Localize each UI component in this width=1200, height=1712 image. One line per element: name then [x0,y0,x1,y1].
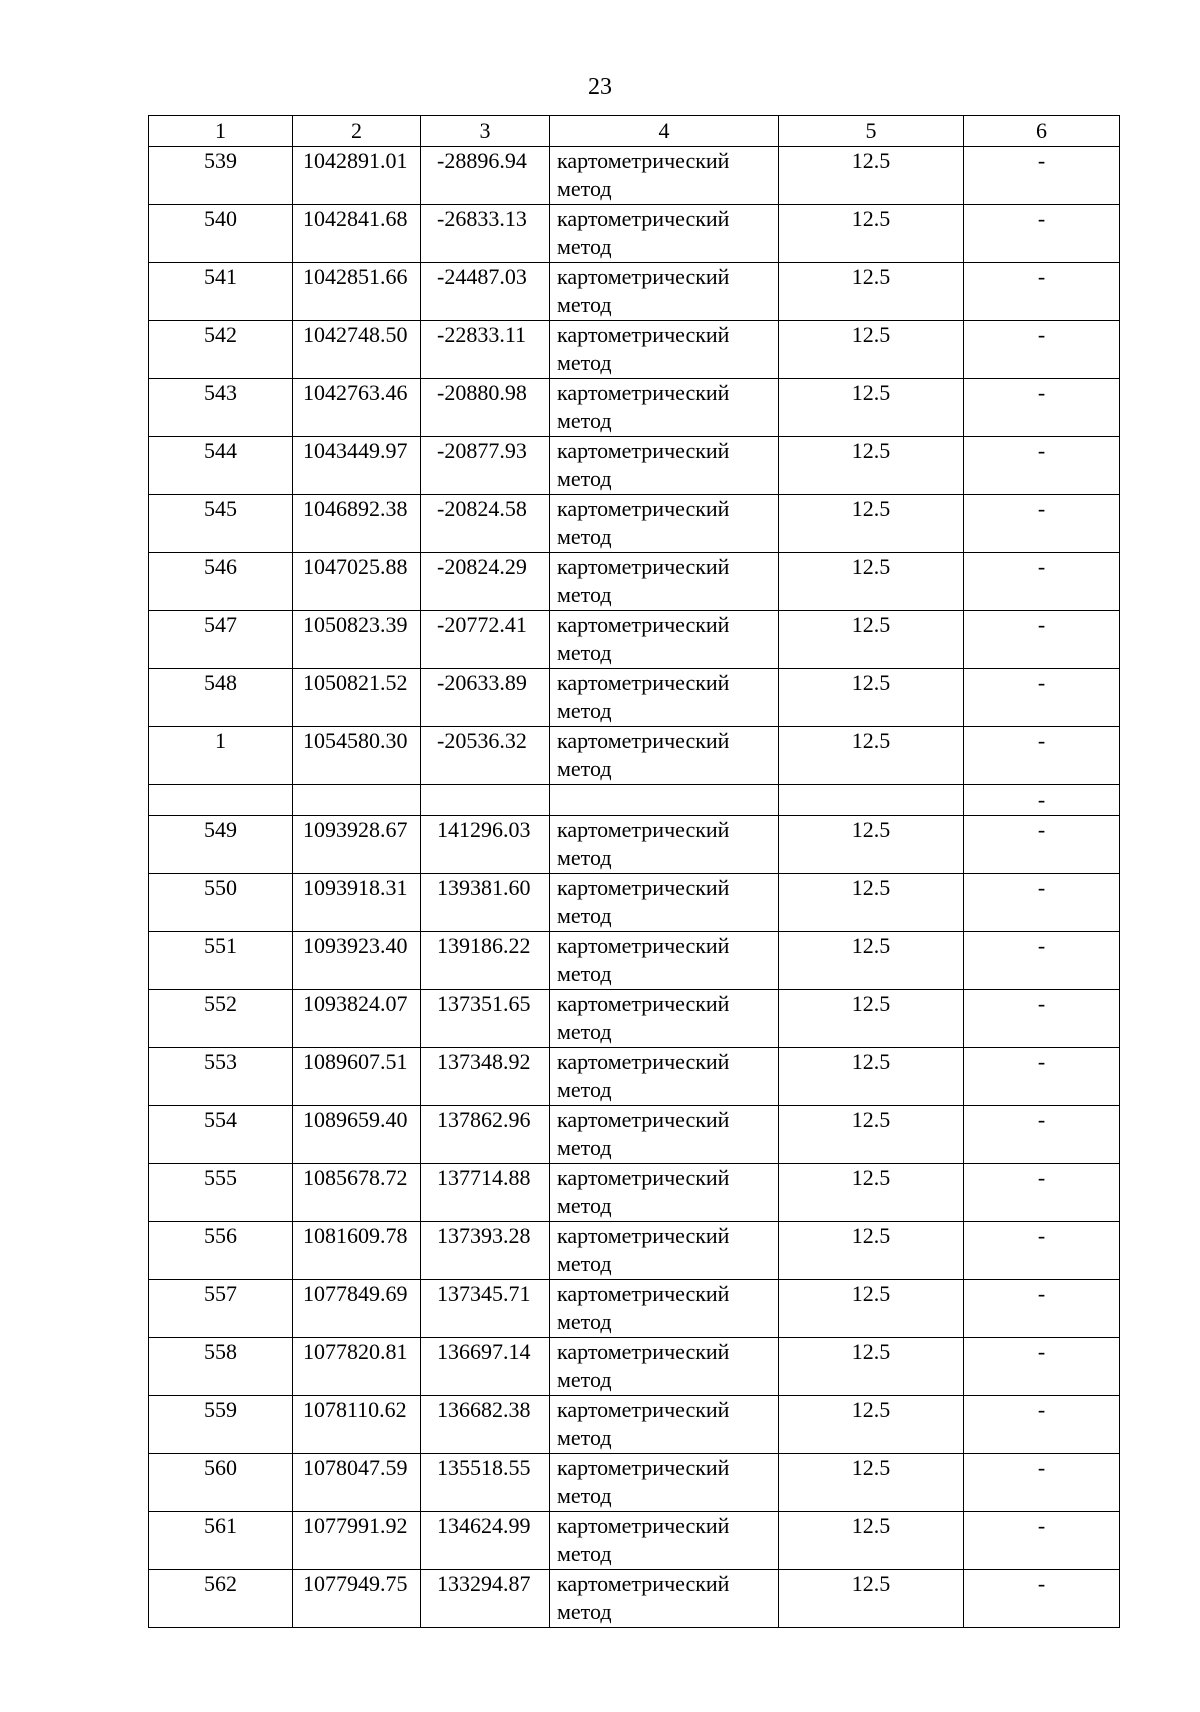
method-cell: картометрический метод [550,263,779,321]
y-coordinate-cell: -20772.41 [421,611,550,669]
y-coordinate-cell: -20880.98 [421,379,550,437]
accuracy-cell: 12.5 [779,990,964,1048]
point-number-cell: 550 [149,874,293,932]
page-number: 23 [588,74,612,100]
x-coordinate-cell: 1050823.39 [293,611,421,669]
point-number-cell: 543 [149,379,293,437]
point-number-cell: 562 [149,1570,293,1628]
accuracy-cell: 12.5 [779,1164,964,1222]
method-cell: картометрический метод [550,669,779,727]
table-row [149,1280,1120,1338]
accuracy-cell: 12.5 [779,874,964,932]
note-cell: - [964,1512,1120,1570]
point-number-cell: 544 [149,437,293,495]
point-number-cell: 539 [149,147,293,205]
accuracy-cell: 12.5 [779,932,964,990]
table-header-row [149,116,1120,147]
method-cell [550,785,779,816]
x-coordinate-cell: 1085678.72 [293,1164,421,1222]
point-number-cell: 552 [149,990,293,1048]
accuracy-cell: 12.5 [779,379,964,437]
table-row [149,1570,1120,1628]
table-row [149,1164,1120,1222]
accuracy-cell: 12.5 [779,1280,964,1338]
note-cell: - [964,553,1120,611]
point-number-cell: 553 [149,1048,293,1106]
accuracy-cell: 12.5 [779,205,964,263]
y-coordinate-cell: -20824.58 [421,495,550,553]
note-cell: - [964,785,1120,816]
y-coordinate-cell: 139381.60 [421,874,550,932]
accuracy-cell: 12.5 [779,816,964,874]
accuracy-cell: 12.5 [779,611,964,669]
table-row [149,816,1120,874]
accuracy-cell: 12.5 [779,1454,964,1512]
note-cell: - [964,1454,1120,1512]
accuracy-cell: 12.5 [779,1570,964,1628]
y-coordinate-cell: 137348.92 [421,1048,550,1106]
x-coordinate-cell: 1043449.97 [293,437,421,495]
note-cell: - [964,727,1120,785]
table-row [149,379,1120,437]
point-number-cell: 547 [149,611,293,669]
method-cell: картометрический метод [550,1454,779,1512]
method-cell: картометрический метод [550,321,779,379]
method-cell: картометрический метод [550,553,779,611]
x-coordinate-cell: 1077849.69 [293,1280,421,1338]
point-number-cell: 551 [149,932,293,990]
note-cell: - [964,1338,1120,1396]
y-coordinate-cell: 134624.99 [421,1512,550,1570]
method-cell: картометрический метод [550,1338,779,1396]
table-row [149,263,1120,321]
accuracy-cell: 12.5 [779,263,964,321]
note-cell: - [964,932,1120,990]
point-number-cell: 546 [149,553,293,611]
x-coordinate-cell: 1046892.38 [293,495,421,553]
method-cell: картометрический метод [550,1106,779,1164]
point-number-cell [149,785,293,816]
x-coordinate-cell [293,785,421,816]
note-cell: - [964,1280,1120,1338]
note-cell: - [964,1396,1120,1454]
y-coordinate-cell: 139186.22 [421,932,550,990]
note-cell: - [964,669,1120,727]
method-cell: картометрический метод [550,816,779,874]
table-row [149,785,1120,816]
x-coordinate-cell: 1050821.52 [293,669,421,727]
x-coordinate-cell: 1077820.81 [293,1338,421,1396]
note-cell: - [964,437,1120,495]
point-number-cell: 548 [149,669,293,727]
y-coordinate-cell: -22833.11 [421,321,550,379]
note-cell: - [964,1164,1120,1222]
accuracy-cell: 12.5 [779,669,964,727]
method-cell: картометрический метод [550,1164,779,1222]
x-coordinate-cell: 1089659.40 [293,1106,421,1164]
column-header: 1 [149,116,293,147]
table-row [149,1222,1120,1280]
method-cell: картометрический метод [550,1048,779,1106]
accuracy-cell: 12.5 [779,1396,964,1454]
x-coordinate-cell: 1078047.59 [293,1454,421,1512]
table-row [149,1512,1120,1570]
accuracy-cell: 12.5 [779,1338,964,1396]
table-row [149,1396,1120,1454]
method-cell: картометрический метод [550,1222,779,1280]
column-header: 5 [779,116,964,147]
x-coordinate-cell: 1081609.78 [293,1222,421,1280]
method-cell: картометрический метод [550,1512,779,1570]
table-row [149,205,1120,263]
y-coordinate-cell: 136697.14 [421,1338,550,1396]
note-cell: - [964,321,1120,379]
table-row [149,727,1120,785]
point-number-cell: 557 [149,1280,293,1338]
point-number-cell: 561 [149,1512,293,1570]
y-coordinate-cell: 141296.03 [421,816,550,874]
table-row [149,669,1120,727]
x-coordinate-cell: 1093918.31 [293,874,421,932]
method-cell: картометрический метод [550,611,779,669]
point-number-cell: 559 [149,1396,293,1454]
method-cell: картометрический метод [550,147,779,205]
y-coordinate-cell: -20633.89 [421,669,550,727]
note-cell: - [964,495,1120,553]
x-coordinate-cell: 1054580.30 [293,727,421,785]
table-row [149,1338,1120,1396]
note-cell: - [964,1222,1120,1280]
method-cell: картометрический метод [550,205,779,263]
point-number-cell: 555 [149,1164,293,1222]
point-number-cell: 541 [149,263,293,321]
column-header: 4 [550,116,779,147]
y-coordinate-cell: 136682.38 [421,1396,550,1454]
point-number-cell: 542 [149,321,293,379]
accuracy-cell: 12.5 [779,495,964,553]
x-coordinate-cell: 1042851.66 [293,263,421,321]
method-cell: картометрический метод [550,1396,779,1454]
y-coordinate-cell: 137345.71 [421,1280,550,1338]
accuracy-cell [779,785,964,816]
point-number-cell: 558 [149,1338,293,1396]
y-coordinate-cell: -24487.03 [421,263,550,321]
accuracy-cell: 12.5 [779,147,964,205]
accuracy-cell: 12.5 [779,1106,964,1164]
coordinates-table [148,115,1120,1628]
y-coordinate-cell: 135518.55 [421,1454,550,1512]
x-coordinate-cell: 1093824.07 [293,990,421,1048]
note-cell: - [964,1048,1120,1106]
note-cell: - [964,1106,1120,1164]
point-number-cell: 549 [149,816,293,874]
x-coordinate-cell: 1042763.46 [293,379,421,437]
x-coordinate-cell: 1042748.50 [293,321,421,379]
x-coordinate-cell: 1047025.88 [293,553,421,611]
table-body [149,147,1120,1628]
y-coordinate-cell: 137862.96 [421,1106,550,1164]
x-coordinate-cell: 1093923.40 [293,932,421,990]
note-cell: - [964,1570,1120,1628]
method-cell: картометрический метод [550,1280,779,1338]
note-cell: - [964,263,1120,321]
accuracy-cell: 12.5 [779,727,964,785]
method-cell: картометрический метод [550,990,779,1048]
y-coordinate-cell: 137714.88 [421,1164,550,1222]
method-cell: картометрический метод [550,379,779,437]
accuracy-cell: 12.5 [779,1512,964,1570]
x-coordinate-cell: 1078110.62 [293,1396,421,1454]
accuracy-cell: 12.5 [779,321,964,379]
accuracy-cell: 12.5 [779,1048,964,1106]
x-coordinate-cell: 1042891.01 [293,147,421,205]
column-header: 3 [421,116,550,147]
note-cell: - [964,990,1120,1048]
point-number-cell: 554 [149,1106,293,1164]
method-cell: картометрический метод [550,437,779,495]
y-coordinate-cell [421,785,550,816]
method-cell: картометрический метод [550,874,779,932]
accuracy-cell: 12.5 [779,437,964,495]
x-coordinate-cell: 1042841.68 [293,205,421,263]
x-coordinate-cell: 1077991.92 [293,1512,421,1570]
accuracy-cell: 12.5 [779,553,964,611]
table-row [149,553,1120,611]
y-coordinate-cell: -20536.32 [421,727,550,785]
column-header: 6 [964,116,1120,147]
table-row [149,874,1120,932]
table-row [149,1454,1120,1512]
note-cell: - [964,611,1120,669]
y-coordinate-cell: -20877.93 [421,437,550,495]
point-number-cell: 1 [149,727,293,785]
table-row [149,1048,1120,1106]
point-number-cell: 556 [149,1222,293,1280]
point-number-cell: 560 [149,1454,293,1512]
y-coordinate-cell: -20824.29 [421,553,550,611]
column-header: 2 [293,116,421,147]
note-cell: - [964,147,1120,205]
note-cell: - [964,379,1120,437]
x-coordinate-cell: 1089607.51 [293,1048,421,1106]
note-cell: - [964,816,1120,874]
y-coordinate-cell: -26833.13 [421,205,550,263]
x-coordinate-cell: 1077949.75 [293,1570,421,1628]
table-row [149,437,1120,495]
accuracy-cell: 12.5 [779,1222,964,1280]
method-cell: картометрический метод [550,1570,779,1628]
table-row [149,611,1120,669]
table-row [149,147,1120,205]
y-coordinate-cell: 137351.65 [421,990,550,1048]
method-cell: картометрический метод [550,727,779,785]
table-row [149,495,1120,553]
note-cell: - [964,874,1120,932]
method-cell: картометрический метод [550,495,779,553]
table-row [149,932,1120,990]
point-number-cell: 545 [149,495,293,553]
point-number-cell: 540 [149,205,293,263]
x-coordinate-cell: 1093928.67 [293,816,421,874]
table-row [149,990,1120,1048]
table-row [149,321,1120,379]
method-cell: картометрический метод [550,932,779,990]
note-cell: - [964,205,1120,263]
y-coordinate-cell: 137393.28 [421,1222,550,1280]
y-coordinate-cell: -28896.94 [421,147,550,205]
y-coordinate-cell: 133294.87 [421,1570,550,1628]
table-row [149,1106,1120,1164]
